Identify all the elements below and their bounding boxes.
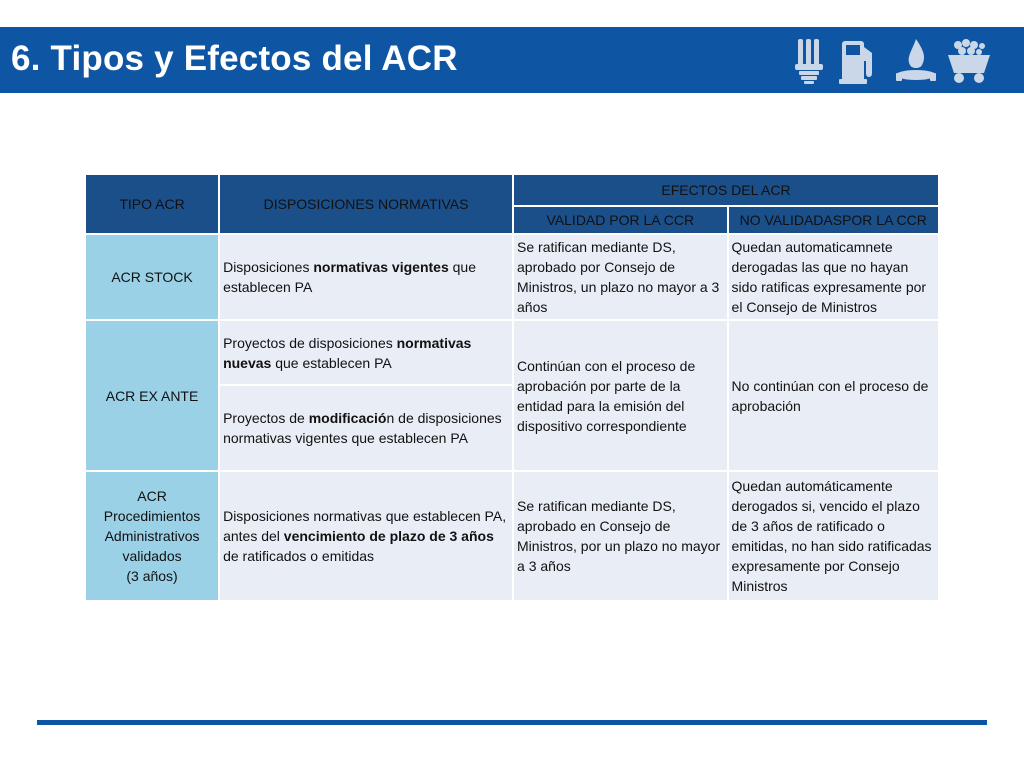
- gas-flame-icon: [894, 37, 938, 85]
- disp-cell-stock: Disposiciones normativas vigentes que establecen PA: [219, 234, 513, 320]
- tipo-cell-procedimientos: ACR Procedimientos Administrativos validados (3 años): [85, 471, 219, 601]
- header-tipo-acr: TIPO ACR: [85, 174, 219, 234]
- no-validada-cell-ex-ante: No continúan con el proceso de aprobación: [728, 320, 939, 471]
- header-disposiciones: DISPOSICIONES NORMATIVAS: [219, 174, 513, 234]
- header-efectos: EFECTOS DEL ACR: [513, 174, 939, 206]
- fuel-pump-icon: [838, 37, 878, 85]
- tipo-cell-ex-ante: ACR EX ANTE: [85, 320, 219, 471]
- validad-cell-stock: Se ratifican mediante DS, aprobado por Consejo de Ministros, un plazo no mayor a 3 años: [513, 234, 728, 320]
- table-row-ex-ante-a: [85, 320, 939, 385]
- disp-cell-ex-ante-b: Proyectos de modificación de disposiciones normativas vigentes que establecen PA: [219, 385, 513, 471]
- tipo-cell-stock: ACR STOCK: [85, 234, 219, 320]
- no-validada-cell-stock: Quedan automaticamnete derogadas las que no hayan sido ratificas expresamente por el Consejo de Ministros: [728, 234, 939, 320]
- footer-divider: [37, 720, 987, 725]
- no-validada-cell-procedimientos: Quedan automáticamente derogados si, vencido el plazo de 3 años de ratificado o emitidas, no han sido ratificadas expresamente por Consejo Ministros: [728, 471, 939, 601]
- header-validad: VALIDAD POR LA CCR: [513, 206, 728, 234]
- disp-cell-procedimientos: Disposiciones normativas que establecen PA, antes del vencimiento de plazo de 3 años de ratificados o emitidas: [219, 471, 513, 601]
- acr-types-effects-table: [84, 173, 940, 602]
- validad-cell-procedimientos: Se ratifican mediante DS, aprobado en Consejo de Ministros, por un plazo no mayor a 3 años: [513, 471, 728, 601]
- light-bulb-icon: [792, 37, 826, 85]
- validad-cell-ex-ante: Continúan con el proceso de aprobación por parte de la entidad para la emisión del dispositivo correspondiente: [513, 320, 728, 471]
- title-bar: [0, 27, 1024, 93]
- header-no-validada: NO VALIDADASPOR LA CCR: [728, 206, 939, 234]
- table-row-stock: [85, 234, 939, 320]
- slide-title: 6. Tipos y Efectos del ACR: [11, 39, 458, 78]
- energy-icons-group: [792, 37, 992, 85]
- disp-cell-ex-ante-a: Proyectos de disposiciones normativas nuevas que establecen PA: [219, 320, 513, 385]
- table-row-procedimientos: [85, 471, 939, 601]
- mining-cart-icon: [946, 37, 992, 85]
